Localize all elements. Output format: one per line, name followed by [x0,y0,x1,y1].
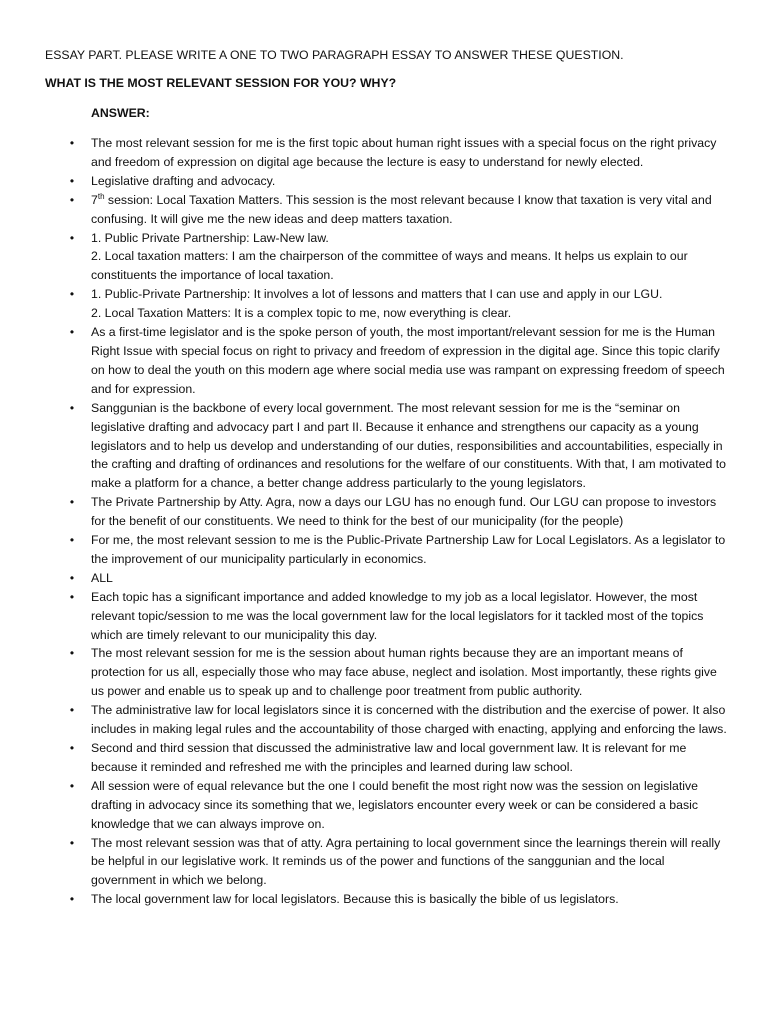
answer-item [0,834,768,891]
answer-text: ALL [91,570,113,585]
answer-text: As a first-time legislator and is the spoke person of youth, the most important/relevant session for me is the Human Right Issue with special focus on right to privacy and freedom of expression in the digital age. Since this topic clarify on how to deal the youth on this modern age where social media use was rampant on expressing freedom of speech and for expression. [91,325,725,396]
answer-item [0,399,768,494]
bullet-icon: • [69,192,75,207]
answer-item [0,644,768,701]
essay-question: WHAT IS THE MOST RELEVANT SESSION FOR YOU? WHY? [45,76,397,90]
answer-item [0,172,768,191]
bullet-icon: • [69,646,75,661]
answer-item [0,493,768,531]
bullet-icon: • [69,173,75,188]
answer-text: Each topic has a significant importance and added knowledge to my job as a local legislator. However, the most relevant topic/session to me was the local government law for the local legislators for it tackled most of the topics which are timely relevant to our municipality this day. [91,589,704,642]
bullet-icon: • [69,287,75,302]
answer-text: 2. Local taxation matters: I am the chairperson of the committee of ways and means. It helps us explain to our constituents the importance of local taxation. [91,249,688,283]
answer-item [0,569,768,588]
answer-text: 1. Public-Private Partnership: It involves a lot of lessons and matters that I can use and apply in our LGU. [91,287,663,302]
answer-text: All session were of equal relevance but the one I could benefit the most right now was the session on legislative drafting in advocacy since its something that we, legislators encounter every week or can be considered a basic knowledge that we can always improve on. [91,778,698,831]
answer-item [0,134,768,172]
bullet-icon: • [69,230,75,245]
answer-item [0,229,768,286]
answer-text: 2. Local Taxation Matters: It is a complex topic to me, now everything is clear. [91,306,512,321]
bullet-icon: • [69,741,75,755]
answer-text: 1. Public Private Partnership: Law-New law. [91,230,329,245]
answer-item [0,701,768,739]
bullet-icon: • [69,835,75,850]
answer-text: The most relevant session for me is the session about human rights because they are an important means of protection for us all, especially those who may face abuse, neglect and isolation. Most importantly, these rights give us power and enable us to speak up and to challenge poor treatment from public authority. [91,646,717,699]
answer-text: The local government law for local legislators. Because this is basically the bible of us legislators. [91,892,619,907]
essay-instruction: ESSAY PART. PLEASE WRITE A ONE TO TWO PARAGRAPH ESSAY TO ANSWER THESE QUESTION. [45,48,624,62]
answer-label: ANSWER: [91,106,150,120]
bullet-icon: • [69,778,75,793]
answer-item [0,323,768,399]
bullet-icon: • [69,533,75,548]
bullet-icon: • [69,892,75,907]
answer-list [0,134,768,909]
bullet-icon: • [69,136,75,150]
answer-text [91,191,728,229]
bullet-icon: • [69,325,75,340]
bullet-icon: • [69,400,75,415]
answer-text: The most relevant session was that of atty. Agra pertaining to local government since the learnings therein will really be helpful in our legislative work. It reminds us of the power and functions of the sanggunian and the local government in which we belong. [91,835,721,888]
bullet-icon: • [69,570,75,585]
bullet-icon: • [69,703,75,718]
ordinal-suffix: th [97,191,105,201]
answer-text: Second and third session that discussed the administrative law and local government law. It is relevant for me because it reminded and refreshed me with the principles and learned during law school. [91,741,687,774]
bullet-icon: • [69,589,75,604]
answer-item [0,777,768,834]
answer-text: The Private Partnership by Atty. Agra, now a days our LGU has no enough fund. Our LGU can propose to investors for the benefit of our constituents. We need to think for the best of our municipality (for the people) [91,495,717,529]
bullet-icon: • [69,495,75,510]
answer-item [0,285,768,323]
answer-text: Legislative drafting and advocacy. [91,173,276,188]
answer-text: Sanggunian is the backbone of every local government. The most relevant session for me is the “seminar on legislative drafting and advocacy part I and part II. Because it enhance and strengthens our capacity as a young legislators and to help us develop and understanding of our duties, responsibilities and accountabilities, especially in the crafting and drafting of ordinances and resolutions for the welfare of our constituents. With that, I am motivated to make a platform for a chance, a better change address particularly to the young legislators. [91,400,727,491]
answer-item [0,739,768,777]
answer-item [0,531,768,569]
answer-text-rest: session: Local Taxation Matters. This session is the most relevant because I know that taxation is very vital and confusing. It will give me the new ideas and deep matters taxation. [91,192,712,226]
answer-item [0,191,768,229]
ordinal-number: 7 [91,192,98,207]
answer-text: The administrative law for local legislators since it is concerned with the distribution and the exercise of power. It also includes in making legal rules and the accountability of those charged with enacting, applying and enforcing the laws. [91,703,727,737]
answer-text: The most relevant session for me is the first topic about human right issues with a special focus on the right privacy and freedom of expression on digital age because the lecture is easy to understand for newly elected. [91,136,717,169]
answer-text: For me, the most relevant session to me is the Public-Private Partnership Law for Local Legislators. As a legislator to the improvement of our municipality particularly in economics. [91,533,726,566]
answer-item [0,890,768,909]
answer-item [0,588,768,645]
